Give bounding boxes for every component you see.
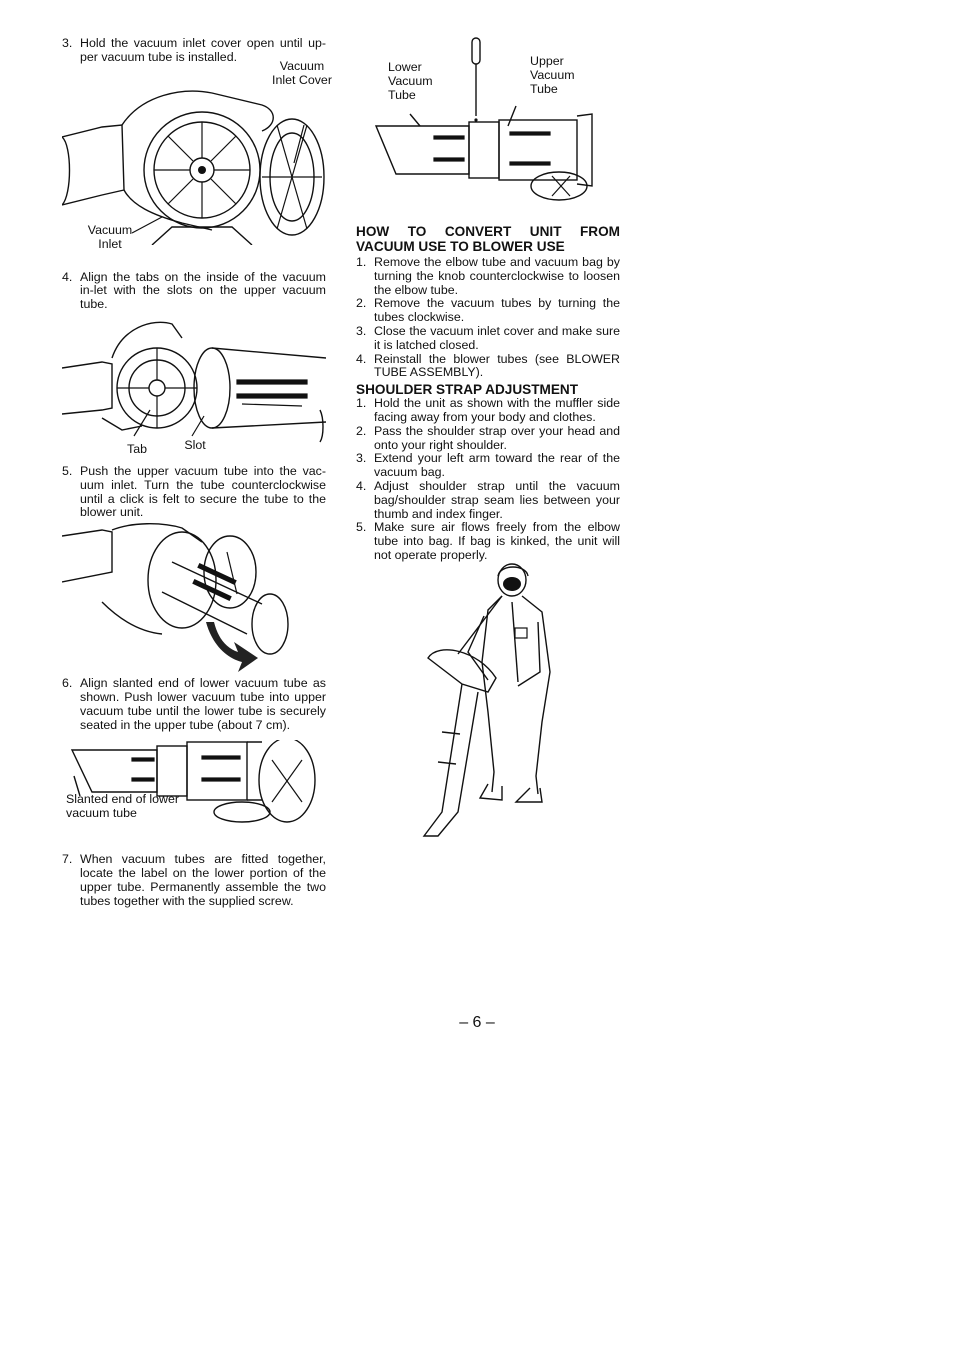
left-column: [62, 36, 332, 909]
label-tab: Tab: [127, 441, 147, 456]
page-number: – 6 –: [459, 1014, 495, 1031]
list-item: [356, 521, 620, 562]
step-5: [62, 465, 326, 520]
label-vacuum-inlet: Vacuum Inlet: [87, 222, 133, 251]
step-6: [62, 677, 326, 732]
step-4: [62, 271, 326, 312]
step-text: Extend your left arm toward the rear of the vacuum bag.: [374, 451, 620, 480]
step-text: Pass the shoulder strap over your head and onto your right shoulder.: [374, 423, 620, 452]
push-tube-illustration: [62, 522, 326, 672]
list-item: [356, 256, 620, 297]
tube-alignment-illustration: [62, 318, 326, 458]
list-item: [356, 397, 620, 425]
step-text: Remove the vacuum tubes by turning the tubes clockwise.: [374, 296, 620, 325]
label-upper-vacuum-tube: Upper Vacuum Tube: [530, 54, 575, 96]
figure-tab-slot: [62, 318, 326, 458]
heading-shoulder-strap: SHOULDER STRAP ADJUSTMENT: [356, 382, 579, 398]
convert-steps: [356, 256, 620, 380]
step-text: Remove the elbow tube and vacuum bag by turning the knob counterclockwise to loosen the elbow tube.: [374, 255, 620, 297]
list-item: [356, 425, 620, 453]
step-text: Reinstall the blower tubes (see BLOWER TUBE ASSEMBLY).: [374, 351, 620, 380]
list-item: [356, 353, 620, 381]
list-item: [356, 325, 620, 353]
step-number: 6.: [62, 676, 73, 691]
step-number: 2.: [356, 423, 367, 438]
strap-steps: [356, 397, 620, 563]
step-text: Hold the unit as shown with the muffler side facing away from your body and clothes.: [374, 396, 620, 424]
heading-convert-unit: HOW TO CONVERT UNIT FROM VACUUM USE TO BLOWER USE: [356, 224, 620, 254]
step-text: Make sure air flows freely from the elbow tube into bag. If bag is kinked, the unit will not operate properly.: [374, 520, 620, 562]
step-text: Push the upper vacuum tube into the vac-uum inlet. Turn the tube counterclockwise until a click is felt to secure the tube to the blower unit.: [80, 463, 326, 520]
step-7: [62, 853, 326, 908]
list-item: [356, 480, 620, 521]
step-number: 1.: [356, 396, 367, 411]
step-number: 3.: [356, 323, 367, 338]
blower-inlet-illustration: [62, 65, 326, 245]
figure-vacuum-inlet-cover: [62, 58, 332, 251]
step-text: Hold the vacuum inlet cover open until up-per vacuum tube is installed.: [80, 36, 326, 64]
step-number: 3.: [62, 36, 73, 50]
figure-push-upper-tube: [62, 522, 326, 672]
figure-lower-upper-tube: [374, 36, 614, 216]
list-item: [356, 297, 620, 325]
label-lower-vacuum-tube: Lower Vacuum Tube: [388, 60, 433, 102]
right-column: [356, 224, 620, 563]
step-text: Close the vacuum inlet cover and make sure it is latched closed.: [374, 323, 620, 352]
step-number: 4.: [356, 478, 367, 493]
step-number: 5.: [356, 520, 367, 535]
step-number: 3.: [356, 451, 367, 466]
step-number: 1.: [356, 255, 367, 269]
step-text: Align slanted end of lower vacuum tube as shown. Push lower vacuum tube into upper vacuum tube until the lower tube is securely seated in the upper tube (about 7 cm).: [80, 676, 326, 732]
step-number: 4.: [356, 351, 367, 366]
step-text: Adjust shoulder strap until the vacuum bag/shoulder strap seam lies between your thumb and index finger.: [374, 478, 620, 521]
label-vacuum-inlet-cover: Vacuum Inlet Cover: [272, 58, 332, 87]
operator-illustration: [418, 562, 558, 838]
list-item: [356, 452, 620, 480]
figure-operator-with-strap: [418, 562, 558, 838]
step-number: 2.: [356, 296, 367, 311]
label-slot: Slot: [184, 437, 206, 452]
label-slanted-end: Slanted end of lower vacuum tube: [66, 792, 179, 821]
step-text: When vacuum tubes are fitted together, locate the label on the lower portion of the upper tube. Permanently assemble the two tubes together with the supplied screw.: [80, 852, 326, 908]
step-text: Align the tabs on the inside of the vacuum in-let with the slots on the upper vacuum tube.: [80, 269, 326, 312]
step-number: 5.: [62, 463, 73, 478]
step-number: 7.: [62, 852, 73, 867]
step-number: 4.: [62, 269, 73, 284]
figure-slanted-end: [62, 740, 326, 852]
